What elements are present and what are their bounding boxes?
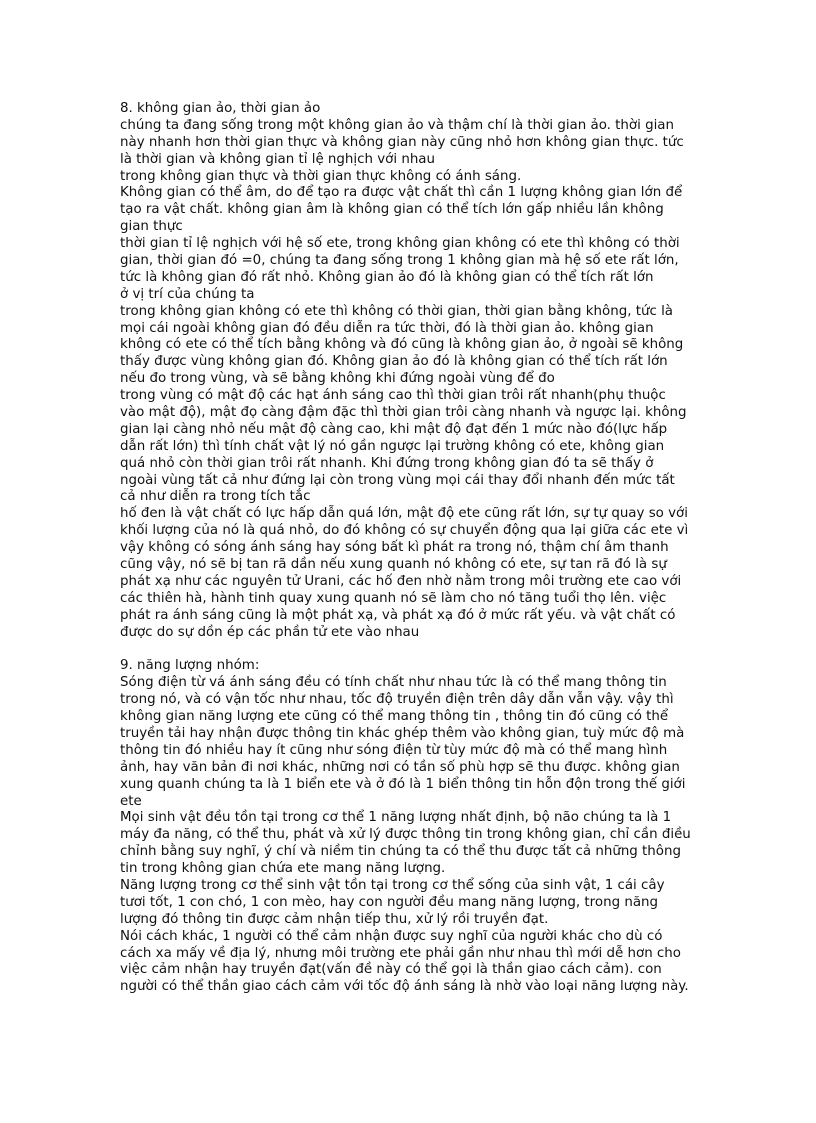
text-line: tin trong không gian chứa ete mang năng lượng. [120, 861, 446, 877]
paragraph-gap [120, 642, 700, 659]
section-heading: 8. không gian ảo, thời gian ảo [120, 101, 321, 116]
text-line: cách xa mấy về địa lý, nhưng môi trường ete phải gần như nhau thì mới dễ hơn cho [120, 945, 681, 961]
text-line: các thiên hà, hành tinh quay xung quanh nó sẽ làm cho nó tăng tuổi thọ lên. việc [120, 590, 667, 606]
text-line: cả như diễn ra trong tích tắc [120, 489, 311, 505]
text-line: gian, thời gian đó =0, chúng ta đang sống trong 1 không gian mà hệ số ete rất lớn, [120, 253, 679, 269]
text-line: lượng đó thông tin được cảm nhận tiếp thu, xử lý rồi truyền đạt. [120, 911, 549, 927]
text-line: Mọi sinh vật đều tồn tại trong cơ thể 1 năng lượng nhất định, bộ não chúng ta là 1 [120, 810, 672, 826]
text-line: là thời gian và không gian tỉ lệ nghịch với nhau [120, 151, 435, 167]
text-line: ete [120, 793, 142, 809]
section-1 [120, 101, 700, 642]
text-line: thấy được vùng không gian đó. Không gian ảo đó là không gian có thể tích rất lớn [120, 354, 668, 370]
text-line: vào mật độ), mật đọ càng đậm đặc thì thời gian trôi càng nhanh và ngược lại. không [120, 405, 687, 421]
text-line: ảnh, hay văn bản đi nơi khác, những nơi có tần số phù hợp sẽ thu được. không gian [120, 759, 680, 775]
text-line: ở vị trí của chúng ta [120, 286, 255, 302]
document-page [120, 101, 700, 996]
text-line: này nhanh hơn thời gian thực và không gian này cũng nhỏ hơn không gian thực. tức [120, 134, 684, 150]
text-line: gian thực [120, 219, 183, 235]
text-line: trong không gian không có ete thì không có thời gian, thời gian bằng không, tức là [120, 303, 673, 319]
text-line: cũng vậy, nó sẽ bị tan rã dần nếu xung quanh nó không có ete, sự tan rã đó là sự [120, 557, 667, 573]
text-line: phát ra ánh sáng cũng là một phát xạ, và phát xạ đó ở mức rất yếu. và vật chất có [120, 607, 676, 623]
text-line: không gian năng lượng ete cũng có thể mang thông tin , thông tin đó cũng có thể [120, 709, 669, 725]
text-line: người có thể thần giao cách cảm với tốc độ ánh sáng là nhờ vào loại năng lượng này. [120, 979, 689, 995]
text-line: mọi cái ngoài không gian đó đều diễn ra tức thời, đó là thời gian ảo. không gian [120, 320, 654, 336]
text-line: trong nó, và có vận tốc như nhau, tốc độ truyền điện trên dây dẫn vẫn vậy. vậy thì [120, 692, 674, 708]
text-line: xung quanh chúng ta là 1 biển ete và ở đó là 1 biển thông tin hỗn độn trong thế giới [120, 776, 686, 792]
text-line: chỉnh bằng suy nghĩ, ý chí và niềm tin chúng ta có thể thu được tất cả những thông [120, 844, 681, 860]
text-line: tươi tốt, 1 con chó, 1 con mèo, hay con người đều mang năng lượng, trong năng [120, 894, 659, 910]
text-line: tức là không gian đó rất nhỏ. Không gian ảo đó là không gian có thể tích rất lớn [120, 269, 654, 285]
text-line: được do sự dồn ép các phần tử ete vào nhau [120, 624, 420, 640]
text-line: máy đa năng, có thể thu, phát và xử lý được thông tin trong không gian, chỉ cần điều [120, 827, 691, 843]
text-line: chúng ta đang sống trong một không gian ảo và thậm chí là thời gian ảo. thời gian [120, 117, 675, 133]
text-line: Nói cách khác, 1 người có thể cảm nhận được suy nghĩ của người khác cho dù có [120, 928, 663, 944]
text-line: trong không gian thực và thời gian thực không có ánh sáng. [120, 168, 522, 184]
text-line: khối lượng của nó là quá nhỏ, do đó không có sự chuyển động qua lại giữa các ete vì [120, 523, 689, 539]
text-line: thông tin đó nhiều hay ít cũng như sóng điện từ tùy mức độ mà có thể mang hình [120, 742, 668, 758]
text-line: Năng lượng trong cơ thể sinh vật tồn tại trong cơ thể sống của sinh vật, 1 cái cây [120, 877, 665, 893]
text-line: quá nhỏ còn thời gian trôi rất nhanh. Khi đứng trong không gian đó ta sẽ thấy ở [120, 455, 654, 471]
text-line: hố đen là vật chất có lực hấp dẫn quá lớn, mật độ ete cũng rất lớn, sự tự quay so với [120, 506, 688, 522]
text-line: dẫn rất lớn) thì tính chất vật lý nó gần ngược lại trường không có ete, không gian [120, 438, 665, 454]
text-line: Sóng điện từ vá ánh sáng đều có tính chất như nhau tức là có thể mang thông tin [120, 675, 667, 691]
text-line: ngoài vùng tất cả như đứng lại còn trong vùng mọi cái thay đổi nhanh đến mức tất [120, 472, 675, 488]
text-line: truyền tải hay nhận được thông tin khác ghép thêm vào không gian, tuỳ mức độ mà [120, 725, 685, 741]
text-line: nếu đo trong vùng, và sẽ bằng không khi đứng ngoài vùng để đo [120, 371, 555, 387]
text-line: việc cảm nhận hay truyền đạt(vấn đề này có thể gọi là thần giao cách cảm). con [120, 962, 662, 978]
text-line: thời gian tỉ lệ nghịch với hệ số ete, trong không gian không có ete thì không có thời [120, 236, 680, 252]
section-2 [120, 658, 700, 996]
text-line: Không gian có thể âm, do để tạo ra được vật chất thì cần 1 lượng không gian lớn để [120, 185, 683, 201]
text-line: không có ete có thể tích bằng không và đó cũng là không gian ảo, ở ngoài sẽ không [120, 337, 684, 353]
text-line: vậy không có sóng ánh sáng hay sóng bất kì phát ra trong nó, thậm chí âm thanh [120, 540, 669, 556]
text-line: gian lại càng nhỏ nếu mật độ càng cao, khi mật độ đạt đến 1 mức nào đó(lực hấp [120, 421, 668, 437]
text-line: phát xạ như các nguyên tử Urani, các hố đen nhờ nằm trong môi trường ete cao với [120, 573, 682, 589]
section-heading: 9. năng lượng nhóm: [120, 658, 260, 674]
text-line: trong vùng có mật độ các hạt ánh sáng cao thì thời gian trôi rất nhanh(phụ thuộc [120, 388, 666, 404]
text-line: tạo ra vật chất. không gian âm là không gian có thể tích lớn gấp nhiều lần không [120, 202, 664, 218]
